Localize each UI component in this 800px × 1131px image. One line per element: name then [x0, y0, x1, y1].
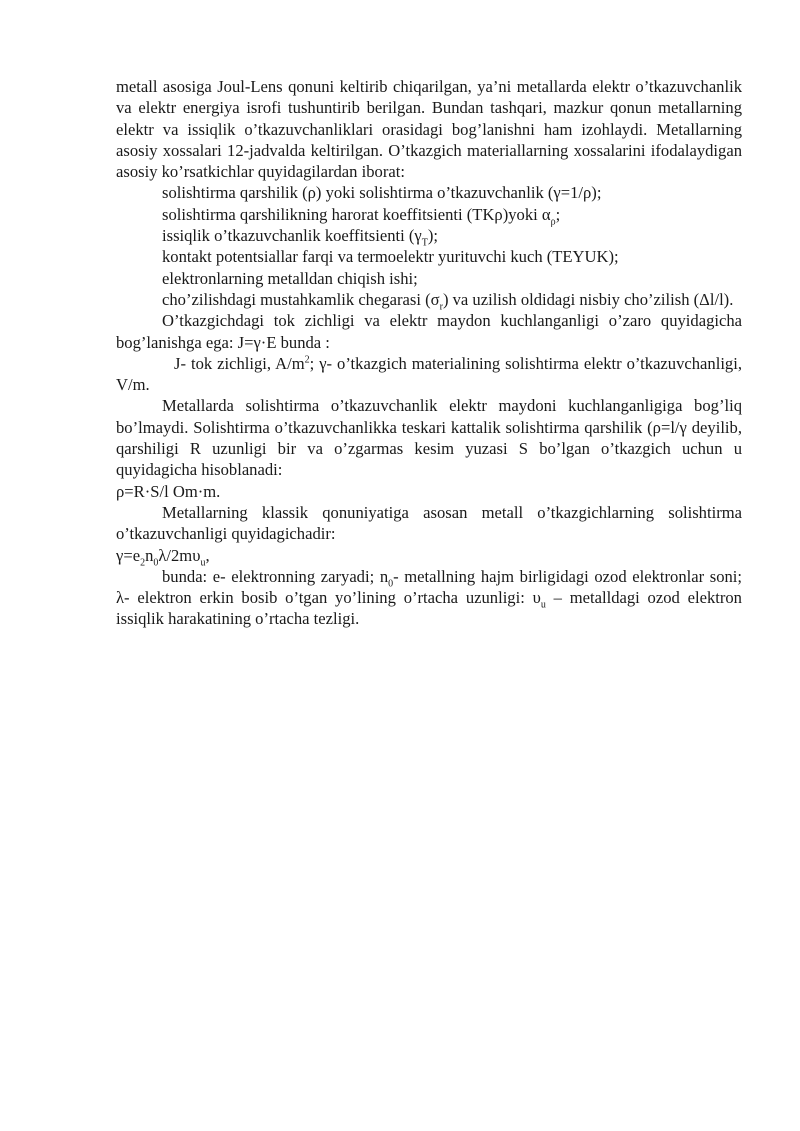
list-item-thermal-conductivity: issiqlik o’tkazuvchanlik koeffitsienti $(\gamma_T)$;	[162, 226, 438, 249]
list-item-temperature-coefficient: solishtirma qarshilikning harorat koeffitsienti (TKρ)yoki $\alpha_\rho$;	[162, 204, 561, 228]
list-item-resistivity: solishtirma qarshilik (ρ) yoki solishtirma o’tkazuvchanlik (γ=1/ρ);	[162, 183, 602, 203]
paragraph-classical-theory: Metallarning klassik qonuniyatiga asosan metall o’tkazgichlarning solishtirma o’tkazuvchanligi quyidagichadir:	[116, 502, 742, 544]
list-item-work-function: elektronlarning metalldan chiqish ishi;	[162, 268, 418, 288]
paragraph-conductivity-independence: Metallarda solishtirma o’tkazuvchanlik elektr maydoni kuchlanganligiga bog’liq bo’lmaydi. Solishtirma o’tkazuvchanlikka teskari kattalik solishtirma qarshilik (ρ=l/γ deyilib, qarshiligi R uzunligi bir va o’zgarmas kesim yuzasi S bo’lgan o’tkazgich uchun u quyidagicha hisoblanadi:	[116, 396, 742, 480]
paragraph-current-density: O’tkazgichdagi tok zichligi va elektr maydon kuchlanganligi o’zaro quyidagicha bog’lanishga ega: J=γ·E bunda :	[116, 311, 742, 352]
formula-conductivity: $\gamma=e_2n_0\lambda/2m\upsilon_u$,	[116, 545, 210, 568]
list-item-contact-potential: kontakt potentsiallar farqi va termoelektr yurituvchi kuch (TEYUK);	[162, 247, 619, 267]
paragraph-intro: metall asosiga Joul-Lens qonuni keltirib chiqarilgan, ya’ni metallarda elektr o’tkazuvchanlik va elektr energiya isrofi tushuntirib berilgan. Bundan tashqari, mazkur qonun metallarning elektr va issiqlik o’tkazuvchanliklari orasidagi bog’lanishni ham izohlaydi. Metallarning asosiy xossalari 12-jadvalda keltirilgan. O’tkazgich materiallarning xossalarini ifodalaydigan asosiy ko’rsatkichlar quyidagilardan iborat:	[116, 77, 742, 182]
paragraph-variable-definitions: J- tok zichligi, $A/m^2$; γ- o’tkazgich materialining solishtirma elektr o’tkazuvchanligi, V/m.	[116, 353, 742, 395]
paragraph-formula-explanation: bunda: e- elektronning zaryadi; $n_0-$ metallning hajm birligidagi ozod elektronlar soni; λ- elektron erkin bosib o’tgan yo’lining o’rtacha uzunligi: $\upsilon_u$ – metalldagi ozod elektron issiqlik harakatining o’rtacha tezligi.	[116, 566, 743, 629]
formula-resistivity: ρ=R·S/l Om·m.	[116, 481, 221, 501]
list-item-tensile-strength: cho’zilishdagi mustahkamlik chegarasi $(\sigma_r)$ va uzilish oldidagi nisbiy cho’zilish (Δl/l).	[162, 289, 734, 313]
document-page	[116, 76, 742, 630]
